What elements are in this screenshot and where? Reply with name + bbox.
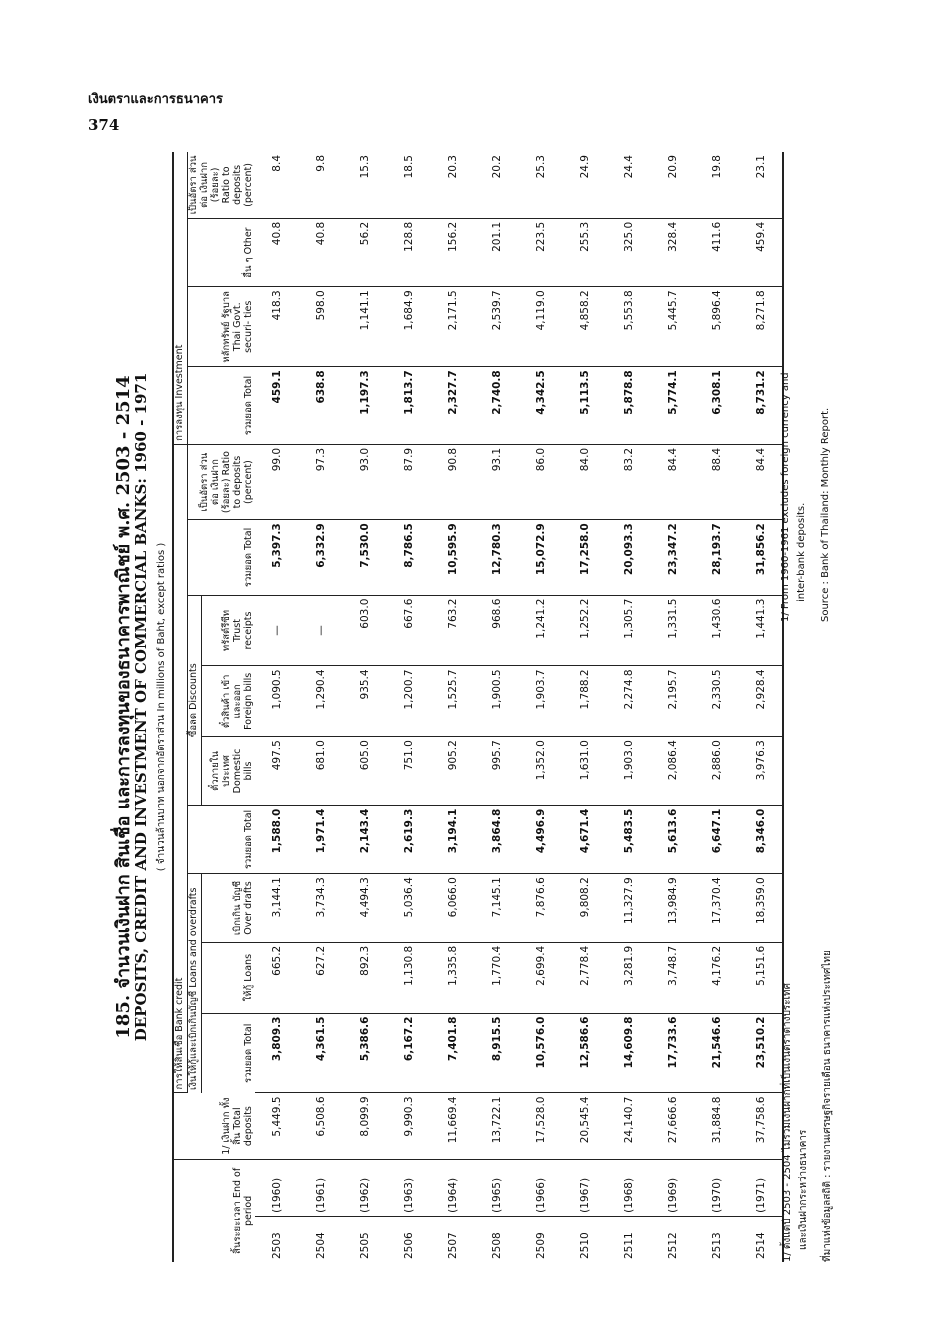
cell-trust-receipts: 1,331.5 <box>651 595 695 666</box>
cell-foreign-bills: 1,900.5 <box>475 666 519 737</box>
cell-inv-ratio: 24.4 <box>607 152 651 218</box>
table-body <box>255 152 783 1262</box>
cell-govt-securities: 8,271.8 <box>739 287 783 367</box>
cell-domestic-bills: 1,631.0 <box>563 737 607 806</box>
cell-domestic-bills: 2,086.4 <box>651 737 695 806</box>
footnote-thai-1: 1/ ตั้งแต่ปี 2503 - 2504 ไม่รวมเงินฝากที่เป็นเงินตราต่างประเทศ <box>782 983 793 1262</box>
cell-loans: 1,130.8 <box>387 942 431 1013</box>
cell-total-deposits: 6,508.6 <box>299 1093 343 1159</box>
cell-loans-total: 7,401.8 <box>431 1013 475 1093</box>
cell-overdrafts: 7,145.1 <box>475 874 519 943</box>
cell-year-ce: (1965) <box>475 1159 519 1216</box>
source-english: Source : Bank of Thailand: Monthly Report. <box>820 407 831 622</box>
cell-loans: 3,748.7 <box>651 942 695 1013</box>
cell-domestic-bills: 605.0 <box>343 737 387 806</box>
cell-year-be: 2504 <box>315 1232 328 1259</box>
cell-total-deposits: 31,884.8 <box>695 1093 739 1159</box>
source-thai: ที่มาแห่งข้อมูลสถิติ : รายงานเศรษฐกิจรายเดือน ธนาคารแห่งประเทศไทย <box>822 950 833 1262</box>
cell-year-ce: (1963) <box>387 1159 431 1216</box>
cell-overdrafts: 11,327.9 <box>607 874 651 943</box>
cell-overdrafts: 18,359.0 <box>739 874 783 943</box>
cell-credit-total: 5,397.3 <box>255 520 299 595</box>
cell-credit-ratio: 93.1 <box>475 444 519 519</box>
header-govt-securities: หลักทรัพย์ รัฐบาล Thai Govt. securi- ties <box>187 287 255 367</box>
cell-disc-total: 1,588.0 <box>255 805 299 874</box>
cell-domestic-bills: 995.7 <box>475 737 519 806</box>
cell-disc-total: 4,671.4 <box>563 805 607 874</box>
cell-year-ce: (1964) <box>431 1159 475 1216</box>
cell-inv-total: 638.8 <box>299 367 343 445</box>
cell-inv-total: 459.1 <box>255 367 299 445</box>
cell-loans-total: 10,576.0 <box>519 1013 563 1093</box>
cell-loans: 892.3 <box>343 942 387 1013</box>
cell-inv-total: 5,774.1 <box>651 367 695 445</box>
cell-disc-total: 5,483.5 <box>607 805 651 874</box>
cell-year-be: 2512 <box>667 1232 680 1259</box>
cell-inv-total: 6,308.1 <box>695 367 739 445</box>
cell-inv-total: 2,327.7 <box>431 367 475 445</box>
cell-overdrafts: 3,144.1 <box>255 874 299 943</box>
cell-foreign-bills: 1,903.7 <box>519 666 563 737</box>
page-number: 374 <box>88 116 120 134</box>
cell-foreign-bills: 1,200.7 <box>387 666 431 737</box>
cell-credit-ratio: 97.3 <box>299 444 343 519</box>
cell-inv-ratio: 8.4 <box>255 152 299 218</box>
cell-foreign-bills: 1,788.2 <box>563 666 607 737</box>
cell-credit-ratio: 99.0 <box>255 444 299 519</box>
cell-total-deposits: 9,990.3 <box>387 1093 431 1159</box>
cell-year-be: 2514 <box>739 1216 783 1262</box>
table-row <box>739 152 783 1262</box>
cell-credit-total: 7,530.0 <box>343 520 387 595</box>
cell-credit-ratio: 90.8 <box>431 444 475 519</box>
cell-inv-total: 8,731.2 <box>739 367 783 445</box>
cell-loans: 1,770.4 <box>475 942 519 1013</box>
cell-loans-total: 23,510.2 <box>739 1013 783 1093</box>
cell-year-be: 2511 <box>623 1232 636 1259</box>
cell-inv-total: 1,197.3 <box>343 367 387 445</box>
cell-inv-ratio: 20.2 <box>475 152 519 218</box>
cell-loans-total: 4,361.5 <box>299 1013 343 1093</box>
cell-total-deposits: 27,666.6 <box>651 1093 695 1159</box>
cell-credit-total: 10,595.9 <box>431 520 475 595</box>
cell-other: 40.8 <box>255 218 299 287</box>
footnote-thai-2: และเงินฝากระหว่างธนาคาร <box>798 1129 809 1250</box>
cell-trust-receipts: 1,430.6 <box>695 595 739 666</box>
header-total-deposits: 1/ เงินฝาก ทั้งสิ้น Total deposits <box>173 1093 255 1159</box>
cell-loans: 1,335.8 <box>431 942 475 1013</box>
cell-total-deposits: 8,099.9 <box>343 1093 387 1159</box>
cell-credit-total: 8,786.5 <box>387 520 431 595</box>
cell-inv-total: 5,113.5 <box>563 367 607 445</box>
cell-trust-receipts: 603.0 <box>343 595 387 666</box>
cell-loans-total: 3,809.3 <box>255 1013 299 1093</box>
cell-total-deposits: 20,545.4 <box>563 1093 607 1159</box>
cell-loans: 2,778.4 <box>563 942 607 1013</box>
cell-overdrafts: 13,984.9 <box>651 874 695 943</box>
cell-credit-total: 6,332.9 <box>299 520 343 595</box>
table-row <box>563 152 607 1262</box>
cell-govt-securities: 5,896.4 <box>695 287 739 367</box>
cell-total-deposits: 37,758.6 <box>739 1093 783 1159</box>
cell-trust-receipts: 763.2 <box>431 595 475 666</box>
cell-trust-receipts: — <box>255 595 299 666</box>
footnote-english-2: inter-bank deposits. <box>796 502 807 602</box>
table-row <box>387 152 431 1262</box>
cell-other: 128.8 <box>387 218 431 287</box>
cell-govt-securities: 4,858.2 <box>563 287 607 367</box>
cell-total-deposits: 24,140.7 <box>607 1093 651 1159</box>
table-row <box>299 152 343 1262</box>
cell-foreign-bills: 1,525.7 <box>431 666 475 737</box>
cell-overdrafts: 17,370.4 <box>695 874 739 943</box>
cell-domestic-bills: 1,903.0 <box>607 737 651 806</box>
cell-loans: 2,699.4 <box>519 942 563 1013</box>
header-bank-credit: การให้สินเชื่อ Bank credit <box>173 444 187 1093</box>
cell-foreign-bills: 1,090.5 <box>255 666 299 737</box>
cell-year-be: 2509 <box>535 1232 548 1259</box>
cell-inv-total: 1,813.7 <box>387 367 431 445</box>
header-loans: ให้กู้ Loans <box>201 942 255 1013</box>
cell-year-ce: (1960) <box>255 1159 299 1216</box>
header-other: อื่น ๆ Other <box>187 218 255 287</box>
cell-trust-receipts: 1,305.7 <box>607 595 651 666</box>
cell-year-ce: (1968) <box>607 1159 651 1216</box>
header-trust-receipts: ทรัสต์รีซีท Trust receipts <box>201 595 255 666</box>
table-row <box>431 152 475 1262</box>
cell-inv-ratio: 15.3 <box>343 152 387 218</box>
cell-disc-total: 6,647.1 <box>695 805 739 874</box>
cell-domestic-bills: 681.0 <box>299 737 343 806</box>
cell-inv-ratio: 25.3 <box>519 152 563 218</box>
cell-inv-total: 5,878.8 <box>607 367 651 445</box>
cell-credit-ratio: 88.4 <box>695 444 739 519</box>
cell-other: 40.8 <box>299 218 343 287</box>
cell-total-deposits: 11,669.4 <box>431 1093 475 1159</box>
cell-govt-securities: 598.0 <box>299 287 343 367</box>
cell-credit-total: 31,856.2 <box>739 520 783 595</box>
cell-loans: 665.2 <box>255 942 299 1013</box>
cell-govt-securities: 1,141.1 <box>343 287 387 367</box>
cell-year-ce: (1966) <box>519 1159 563 1216</box>
cell-disc-total: 8,346.0 <box>739 805 783 874</box>
cell-disc-total: 2,619.3 <box>387 805 431 874</box>
cell-disc-total: 3,864.8 <box>475 805 519 874</box>
cell-loans-total: 17,733.6 <box>651 1013 695 1093</box>
header-investment-ratio: เป็นอัตรา ส่วนต่อ เงินฝาก (ร้อยละ) Ratio to deposits (percent) <box>187 152 255 218</box>
rotated-table-page <box>80 152 870 1262</box>
cell-loans-total: 5,386.6 <box>343 1013 387 1093</box>
cell-loans-total: 21,546.6 <box>695 1013 739 1093</box>
cell-other: 255.3 <box>563 218 607 287</box>
cell-foreign-bills: 2,274.8 <box>607 666 651 737</box>
cell-govt-securities: 418.3 <box>255 287 299 367</box>
header-loans-overdrafts: เงินให้กู้และเบิกเกินบัญชี Loans and overdrafts <box>187 874 201 1093</box>
header-foreign-bills: ตั๋วสินค้า เข้า และออก Foreign bills <box>201 666 255 737</box>
cell-loans: 5,151.6 <box>739 942 783 1013</box>
cell-foreign-bills: 2,195.7 <box>651 666 695 737</box>
cell-domestic-bills: 497.5 <box>255 737 299 806</box>
cell-loans: 3,281.9 <box>607 942 651 1013</box>
cell-other: 325.0 <box>607 218 651 287</box>
cell-loans-total: 12,586.6 <box>563 1013 607 1093</box>
cell-disc-total: 2,143.4 <box>343 805 387 874</box>
title-english: DEPOSITS, CREDIT AND INVESTMENT OF COMMERCIAL BANKS: 1960 - 1971 <box>132 372 150 1042</box>
header-domestic-bills: ตั๋วภายใน ประเทศ Domestic bills <box>201 737 255 806</box>
cell-other: 411.6 <box>695 218 739 287</box>
cell-disc-total: 4,496.9 <box>519 805 563 874</box>
cell-trust-receipts: 667.6 <box>387 595 431 666</box>
table-row <box>519 152 563 1262</box>
cell-govt-securities: 5,553.8 <box>607 287 651 367</box>
cell-credit-ratio: 93.0 <box>343 444 387 519</box>
cell-credit-ratio: 84.0 <box>563 444 607 519</box>
cell-inv-ratio: 24.9 <box>563 152 607 218</box>
table-row <box>343 152 387 1262</box>
cell-overdrafts: 6,066.0 <box>431 874 475 943</box>
cell-other: 459.4 <box>739 218 783 287</box>
cell-other: 223.5 <box>519 218 563 287</box>
cell-credit-ratio: 84.4 <box>651 444 695 519</box>
cell-other: 56.2 <box>343 218 387 287</box>
header-discounts: ซื้อลด Discounts <box>187 595 201 805</box>
cell-year-ce: (1971) <box>739 1159 783 1216</box>
cell-overdrafts: 9,808.2 <box>563 874 607 943</box>
cell-other: 201.1 <box>475 218 519 287</box>
cell-domestic-bills: 2,886.0 <box>695 737 739 806</box>
cell-inv-ratio: 9.8 <box>299 152 343 218</box>
cell-trust-receipts: 1,441.3 <box>739 595 783 666</box>
cell-total-deposits: 17,528.0 <box>519 1093 563 1159</box>
cell-total-deposits: 13,722.1 <box>475 1093 519 1159</box>
cell-credit-ratio: 83.2 <box>607 444 651 519</box>
cell-trust-receipts: 1,252.2 <box>563 595 607 666</box>
table-row <box>607 152 651 1262</box>
cell-year-be: 2513 <box>711 1232 724 1259</box>
header-investment-total: รวมยอด Total <box>187 367 255 445</box>
header-credit-subtotal: รวมยอด Total <box>187 805 255 874</box>
cell-year-ce: (1967) <box>563 1159 607 1216</box>
header-investment: การลงทุน Investment <box>173 152 187 444</box>
cell-domestic-bills: 3,976.3 <box>739 737 783 806</box>
cell-govt-securities: 4,119.0 <box>519 287 563 367</box>
cell-credit-total: 15,072.9 <box>519 520 563 595</box>
cell-credit-total: 23,347.2 <box>651 520 695 595</box>
cell-govt-securities: 5,445.7 <box>651 287 695 367</box>
cell-govt-securities: 2,171.5 <box>431 287 475 367</box>
cell-year-be: 2505 <box>359 1232 372 1259</box>
cell-domestic-bills: 905.2 <box>431 737 475 806</box>
cell-year-be: 2506 <box>403 1232 416 1259</box>
header-credit-ratio: เป็นอัตรา ส่วนต่อ เงินฝาก (ร้อยละ) Ratio to deposits (percent) <box>187 444 255 519</box>
cell-year-ce: (1962) <box>343 1159 387 1216</box>
cell-total-deposits: 5,449.5 <box>255 1093 299 1159</box>
header-loans-total: รวมยอด Total <box>242 1023 254 1083</box>
statistics-table <box>172 152 784 1262</box>
unit-line: ( จำนวนล้านบาท นอกจากอัตราส่วน In millions of Baht, except ratios ) <box>156 542 167 872</box>
header-credit-total: รวมยอด Total <box>187 520 255 595</box>
cell-loans-total: 14,609.8 <box>607 1013 651 1093</box>
cell-overdrafts: 7,876.6 <box>519 874 563 943</box>
cell-inv-ratio: 18.5 <box>387 152 431 218</box>
cell-loans: 4,176.2 <box>695 942 739 1013</box>
cell-credit-total: 28,193.7 <box>695 520 739 595</box>
cell-foreign-bills: 2,330.5 <box>695 666 739 737</box>
cell-inv-ratio: 20.9 <box>651 152 695 218</box>
title-thai: 185. จำนวนเงินฝาก สินเชื่อ และการลงทุนของธนาคารพาณิชย์ พ.ศ. 2503 - 2514 <box>113 375 134 1039</box>
cell-foreign-bills: 1,290.4 <box>299 666 343 737</box>
cell-credit-total: 20,093.3 <box>607 520 651 595</box>
cell-inv-total: 2,740.8 <box>475 367 519 445</box>
cell-domestic-bills: 751.0 <box>387 737 431 806</box>
table-row <box>255 152 299 1262</box>
cell-govt-securities: 1,684.9 <box>387 287 431 367</box>
cell-overdrafts: 4,494.3 <box>343 874 387 943</box>
cell-loans-total: 8,915.5 <box>475 1013 519 1093</box>
cell-credit-total: 12,780.3 <box>475 520 519 595</box>
cell-govt-securities: 2,539.7 <box>475 287 519 367</box>
cell-trust-receipts: 968.6 <box>475 595 519 666</box>
header-period: สิ้นระยะเวลา End of period <box>173 1159 255 1262</box>
cell-credit-ratio: 86.0 <box>519 444 563 519</box>
cell-year-ce: (1970) <box>695 1159 739 1216</box>
header-overdrafts: เบิกเกิน บัญชี Over drafts <box>201 874 255 943</box>
cell-overdrafts: 5,036.4 <box>387 874 431 943</box>
table-row <box>475 152 519 1262</box>
cell-foreign-bills: 935.4 <box>343 666 387 737</box>
cell-other: 156.2 <box>431 218 475 287</box>
cell-year-ce: (1961) <box>299 1159 343 1216</box>
cell-disc-total: 1,971.4 <box>299 805 343 874</box>
cell-foreign-bills: 2,928.4 <box>739 666 783 737</box>
cell-inv-ratio: 23.1 <box>739 152 783 218</box>
cell-year-be: 2503 <box>271 1232 284 1259</box>
cell-overdrafts: 3,734.3 <box>299 874 343 943</box>
cell-loans: 627.2 <box>299 942 343 1013</box>
cell-domestic-bills: 1,352.0 <box>519 737 563 806</box>
cell-credit-total: 17,258.0 <box>563 520 607 595</box>
table-row <box>651 152 695 1262</box>
cell-loans-total: 6,167.2 <box>387 1013 431 1093</box>
table-row <box>695 152 739 1262</box>
footnote-english-1: 1/ From 1960-1961 excludes foreign currency and <box>780 372 791 622</box>
cell-inv-ratio: 20.3 <box>431 152 475 218</box>
cell-disc-total: 3,194.1 <box>431 805 475 874</box>
cell-trust-receipts: 1,241.2 <box>519 595 563 666</box>
cell-inv-total: 4,342.5 <box>519 367 563 445</box>
cell-credit-ratio: 84.4 <box>739 444 783 519</box>
cell-year-be: 2508 <box>491 1232 504 1259</box>
cell-trust-receipts: — <box>299 595 343 666</box>
cell-disc-total: 5,613.6 <box>651 805 695 874</box>
cell-inv-ratio: 19.8 <box>695 152 739 218</box>
cell-other: 328.4 <box>651 218 695 287</box>
cell-year-be: 2507 <box>447 1232 460 1259</box>
cell-year-ce: (1969) <box>651 1159 695 1216</box>
cell-credit-ratio: 87.9 <box>387 444 431 519</box>
cell-year-be: 2510 <box>579 1232 592 1259</box>
running-head: เงินตราและการธนาคาร <box>88 92 223 107</box>
